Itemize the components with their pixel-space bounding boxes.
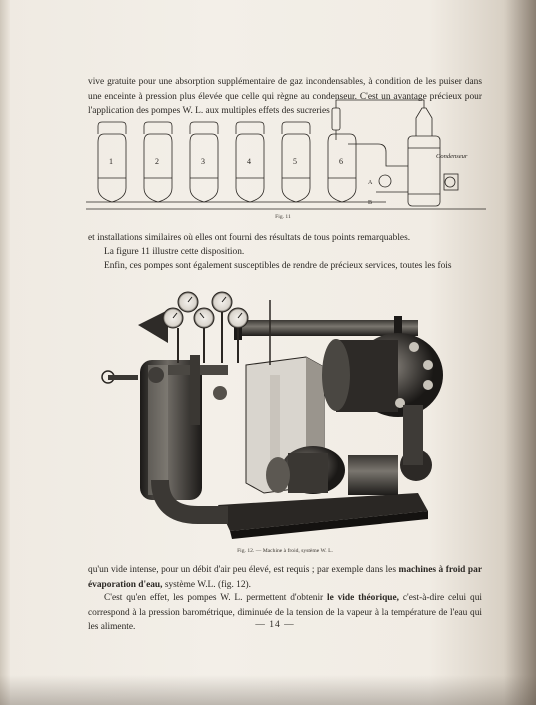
figure-12-illustration [98,285,458,540]
vide-theorique-emphasis: le vide théorique, [327,593,400,603]
paragraph-vide-intense [88,563,482,592]
evaporator-effect-body [282,134,310,202]
effect-label: 5 [293,157,297,166]
page-fold [0,0,10,705]
valve-label-b: B [368,200,373,206]
figure-11-diagram [86,96,486,212]
page-bottom-shadow [0,675,536,705]
effect-label: 4 [247,157,251,166]
paragraph-vide-theorique-end: c'est-à-dire celui qui correspond à la pression barométrique, diminuée de la tension de la vapeur à la température de l'eau qui les alimente. [88,593,482,632]
evaporator-effect-body [144,134,172,202]
effect-label: 6 [339,157,343,166]
figure-11-caption: Fig. 11 [275,214,291,220]
figure-12-caption: Fig. 12. — Machine à froid, système W. L. [237,548,333,554]
effect-label: 3 [201,157,205,166]
paragraph-vide-intense-text: qu'un vide intense, pour un débit d'air peu élevé, est requis ; par exemple dans les [88,565,399,575]
condenser-label: Condenseur [436,153,468,160]
paragraph-results: et installations similaires où elles ont fourni des résultats de tous points remarquables. [88,233,411,243]
paragraph-enfin: Enfin, ces pompes sont également susceptibles de rendre de précieux services, toutes les fois [104,261,452,271]
evaporator-effect-body [98,134,126,202]
effect-label: 2 [155,157,159,166]
evaporator-effect-body [190,134,218,202]
paragraph-vide-theorique-text: C'est qu'en effet, les pompes W. L. permettent d'obtenir [104,593,328,603]
page-number: — 14 — [255,620,295,630]
valve-label-a: A [368,180,373,186]
paragraph-figure-ref: La figure 11 illustre cette disposition. [104,247,245,257]
paragraph-intro: vive gratuite pour une absorption supplémentaire de gaz incondensables, à condition de les puiser dans une enceinte à pression plus élevée que celle qui règne au condenseur. C'est un avantage précieux pour l'application des pompes W. L. aux multiples effets des sucreries [88,77,482,116]
effect-label: 1 [109,157,113,166]
paragraph-vide-intense-end: système W.L. (fig. 12). [162,579,252,590]
evaporator-effect-body [236,134,264,202]
machines-a-froid-emphasis: machines à froid par évaporation d'eau, [88,565,482,590]
